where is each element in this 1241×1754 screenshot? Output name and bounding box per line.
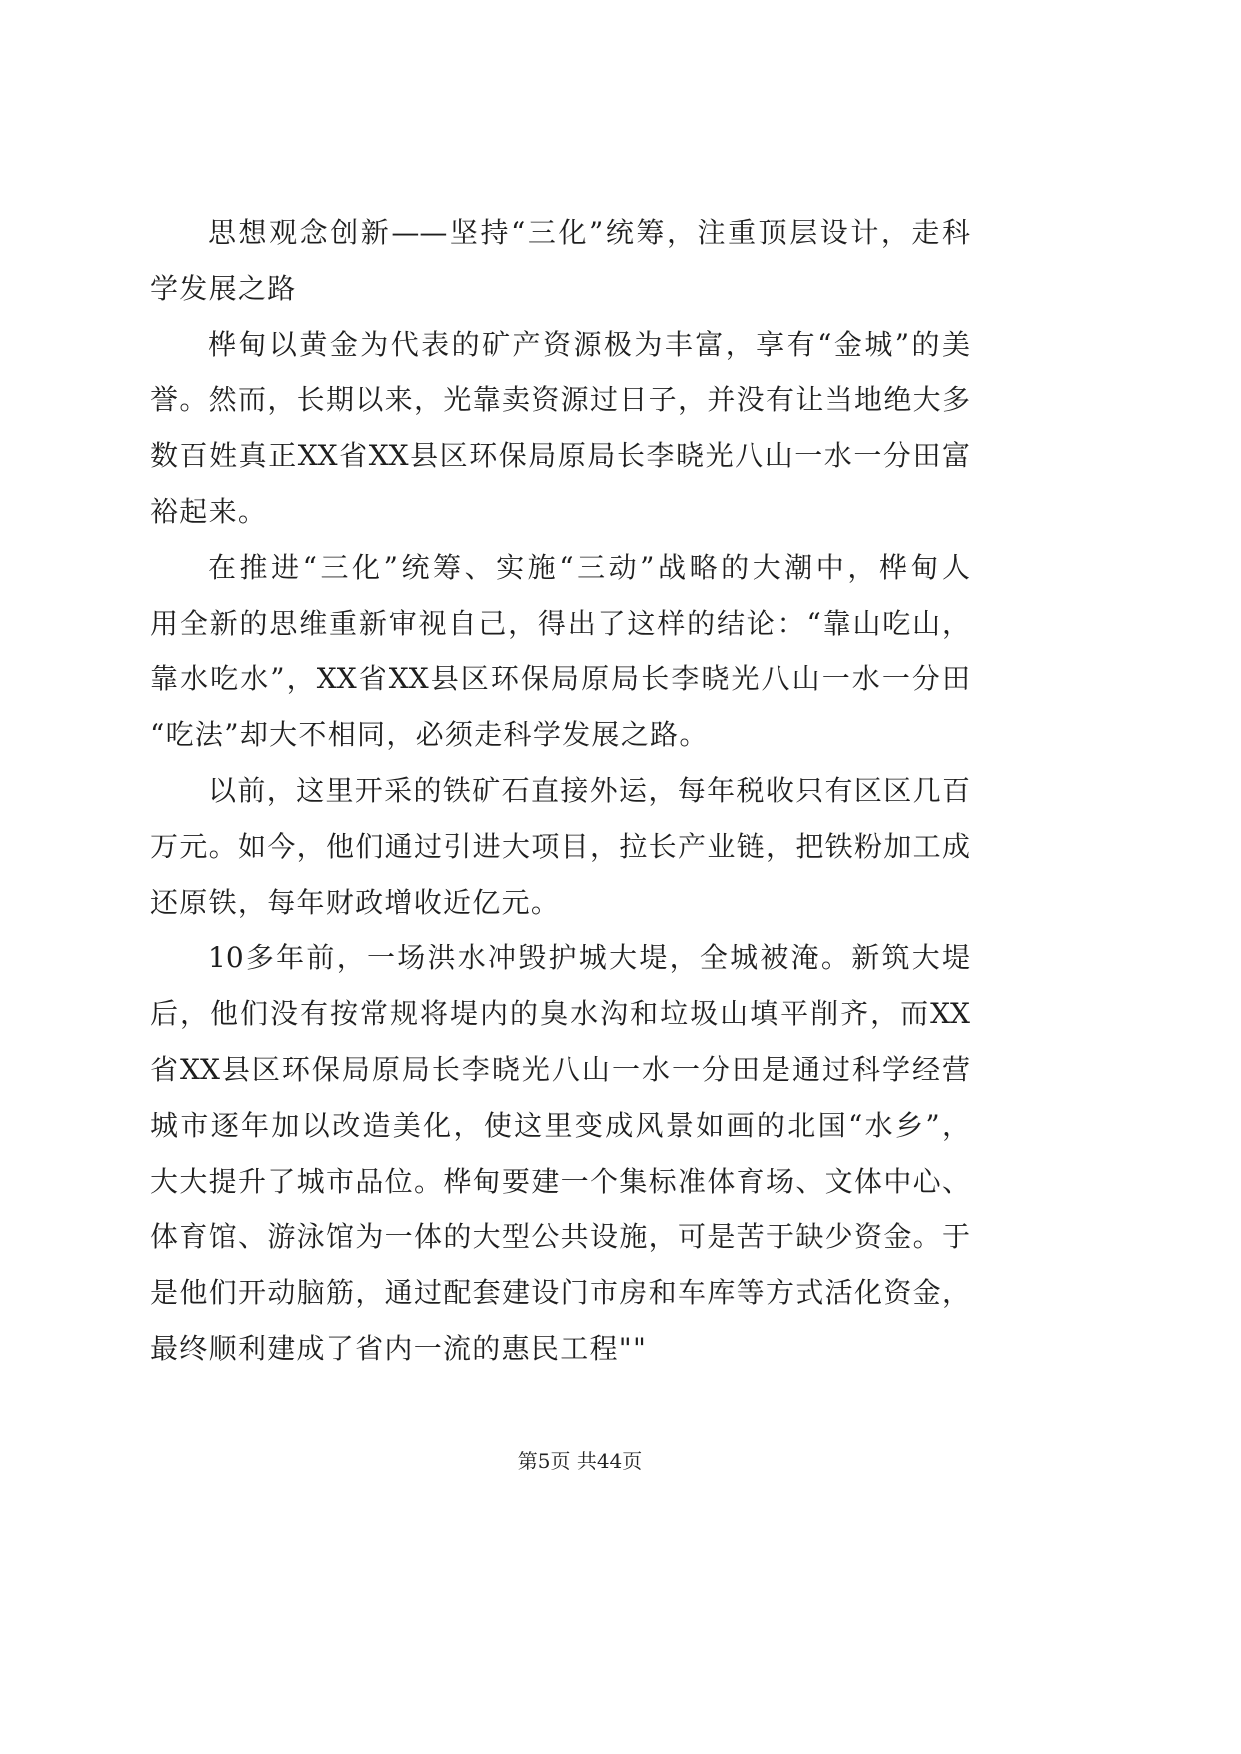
text-line: 后，他们没有按常规将堤内的臭水沟和垃圾山填平削齐，而XX (150, 997, 970, 1031)
text-line: 靠水吃水”，XX省XX县区环保局原局长李晓光八山一水一分田 (150, 662, 970, 696)
text-line: 思想观念创新——坚持“三化”统筹，注重顶层设计，走科 (208, 216, 970, 249)
text-line: 以前，这里开采的铁矿石直接外运，每年税收只有区区几百 (208, 774, 970, 807)
text-line: 用全新的思维重新审视自己，得出了这样的结论：“靠山吃山， (150, 606, 970, 640)
text-line: 学发展之路 (150, 271, 297, 305)
text-line: 大大提升了城市品位。桦甸要建一个集标准体育场、文体中心、 (150, 1164, 970, 1198)
text-line: 体育馆、游泳馆为一体的大型公共设施，可是苦于缺少资金。于 (150, 1220, 970, 1254)
text-line: 最终顺利建成了省内一流的惠民工程"" (150, 1332, 648, 1365)
text-line: 誉。然而，长期以来，光靠卖资源过日子，并没有让当地绝大多 (150, 383, 970, 417)
page-footer: 第5页 共44页 (517, 1449, 643, 1473)
text-line: 裕起来。 (150, 495, 268, 528)
text-line: 数百姓真正XX省XX县区环保局原局长李晓光八山一水一分田富 (150, 439, 970, 473)
text-line: 桦甸以黄金为代表的矿产资源极为丰富，享有“金城”的美 (208, 327, 970, 361)
text-line: 城市逐年加以改造美化，使这里变成风景如画的北国“水乡”， (150, 1108, 970, 1142)
text-line: 还原铁，每年财政增收近亿元。 (150, 885, 561, 919)
text-line: “吃法”却大不相同，必须走科学发展之路。 (150, 718, 709, 752)
text-line: 万元。如今，他们通过引进大项目，拉长产业链，把铁粉加工成 (150, 829, 970, 863)
text-line: 是他们开动脑筋，通过配套建设门市房和车库等方式活化资金， (150, 1276, 970, 1310)
text-line: 省XX县区环保局原局长李晓光八山一水一分田是通过科学经营 (150, 1053, 970, 1086)
text-line: 在推进“三化”统筹、实施“三动”战略的大潮中，桦甸人 (208, 550, 970, 584)
text-line: 10多年前，一场洪水冲毁护城大堤，全城被淹。新筑大堤 (208, 941, 970, 975)
